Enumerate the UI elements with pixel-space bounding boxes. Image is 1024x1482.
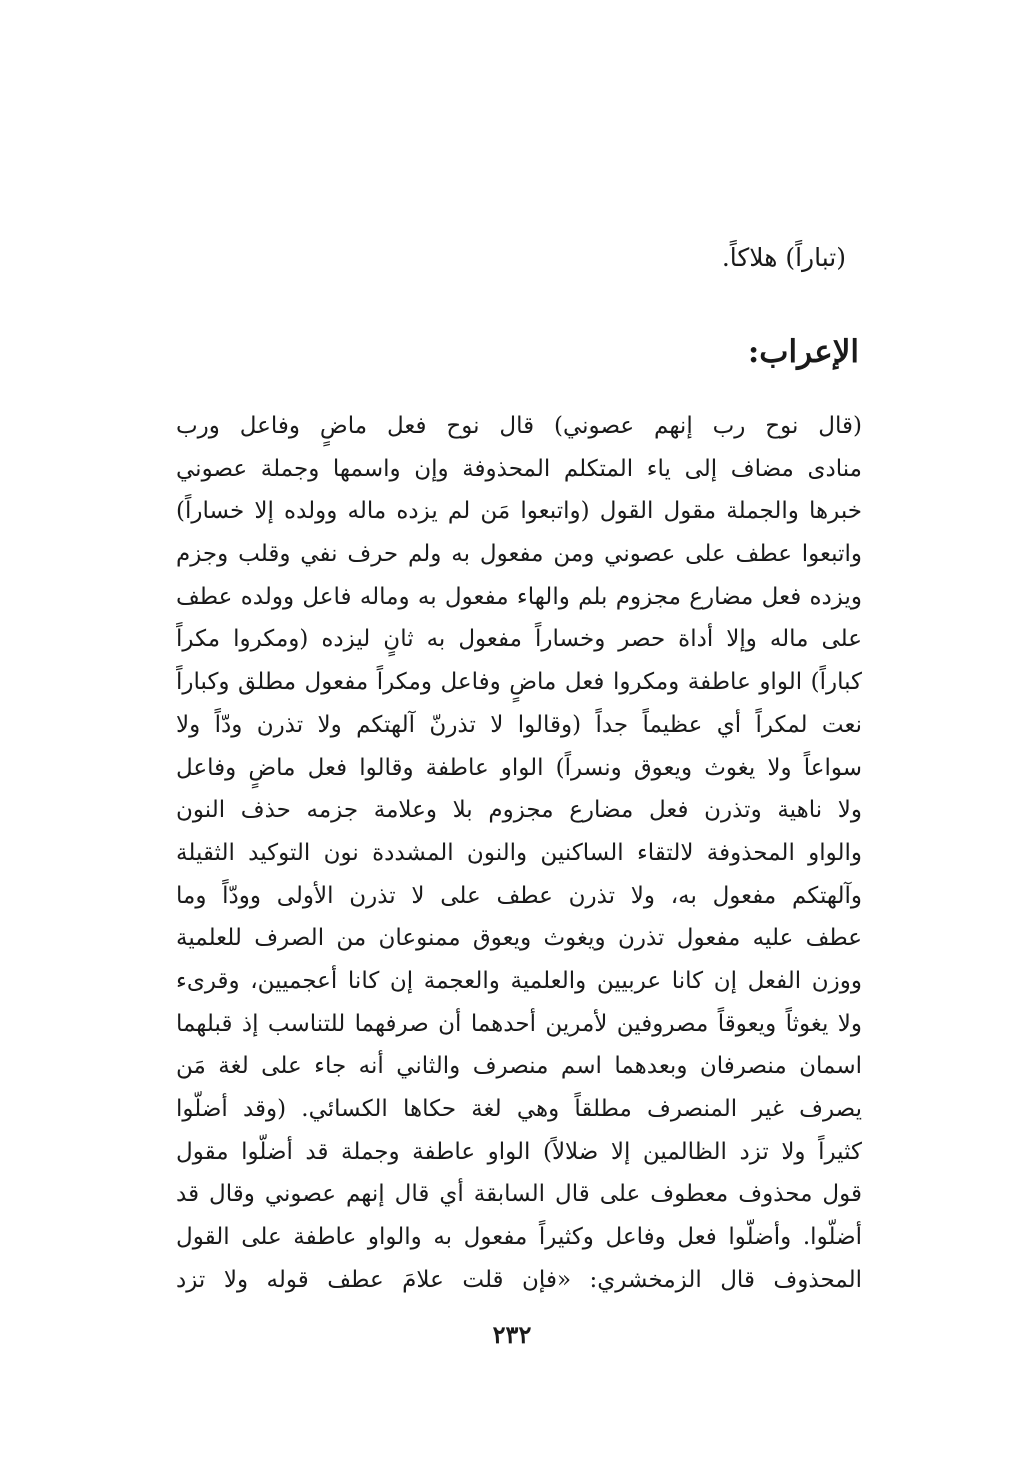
text-line: وآلهتكم مفعول به، ولا تذرن عطف على لا تذرن الأولى وودّاً وما (176, 882, 862, 909)
text-line: ووزن الفعل إن كانا عربيين والعلمية والعجمة إن كانا أعجميين، وقرىء (176, 967, 862, 994)
text-line: سواعاً ولا يغوث ويعوق ونسراً) الواو عاطفة وقالوا فعل ماضٍ وفاعل (176, 754, 862, 781)
text-line: نعت لمكراً أي عظيماً جداً (وقالوا لا تذرنّ آلهتكم ولا تذرن ودّاً ولا (176, 711, 862, 738)
page-number: ٢٣٢ (492, 1320, 532, 1349)
text-line: أضلّوا. وأضلّوا فعل وفاعل وكثيراً مفعول به والواو عاطفة على القول (176, 1224, 862, 1251)
intro-line: (تباراً) هلاكاً. (721, 243, 846, 272)
text-line: ويزده فعل مضارع مجزوم بلم والهاء مفعول به وماله فاعل وولده عطف (176, 583, 862, 610)
text-line: ولا ناهية وتذرن فعل مضارع مجزوم بلا وعلامة جزمه حذف النون (176, 797, 862, 824)
text-line: واتبعوا عطف على عصوني ومن مفعول به ولم حرف نفي وقلب وجزم (176, 541, 862, 568)
text-line: والواو المحذوفة لالتقاء الساكنين والنون المشددة نون التوكيد الثقيلة (176, 839, 862, 866)
text-line: يصرف غير المنصرف مطلقاً وهي لغة حكاها الكسائي. (وقد أضلّوا (176, 1096, 862, 1122)
text-line: عطف عليه مفعول تذرن ويغوث ويعوق ممنوعان من الصرف للعلمية (176, 925, 862, 952)
text-line: منادى مضاف إلى ياء المتكلم المحذوفة وإن واسمها وجملة عصوني (176, 455, 862, 482)
text-line: المحذوف قال الزمخشري: «فإن قلت علامَ عطف قوله ولا تزد (176, 1266, 862, 1293)
text-line: قول محذوف معطوف على قال السابقة أي قال إنهم عصوني وقال قد (176, 1181, 862, 1208)
body-paragraph (176, 405, 862, 1301)
text-line: كثيراً ولا تزد الظالمين إلا ضلالاً) الواو عاطفة وجملة قد أضلّوا مقول (176, 1138, 862, 1165)
text-line: (قال نوح رب إنهم عصوني) قال نوح فعل ماضٍ وفاعل ورب (176, 413, 862, 439)
text-line: خبرها والجملة مقول القول (واتبعوا مَن لم يزده ماله وولده إلا خساراً) (176, 498, 862, 525)
text-line: على ماله وإلا أداة حصر وخساراً مفعول به ثانٍ ليزده (ومكروا مكراً (176, 626, 862, 653)
text-line: اسمان منصرفان وبعدهما اسم منصرف والثاني أنه جاء على لغة مَن (176, 1053, 862, 1080)
section-heading: الإعراب: (747, 334, 859, 370)
text-line: ولا يغوثاً ويعوقاً مصروفين لأمرين أحدهما أن صرفهما للتناسب إذ قبلهما (176, 1010, 862, 1037)
text-line: كباراً) الواو عاطفة ومكروا فعل ماضٍ وفاعل ومكراً مفعول مطلق وكباراً (176, 669, 862, 696)
